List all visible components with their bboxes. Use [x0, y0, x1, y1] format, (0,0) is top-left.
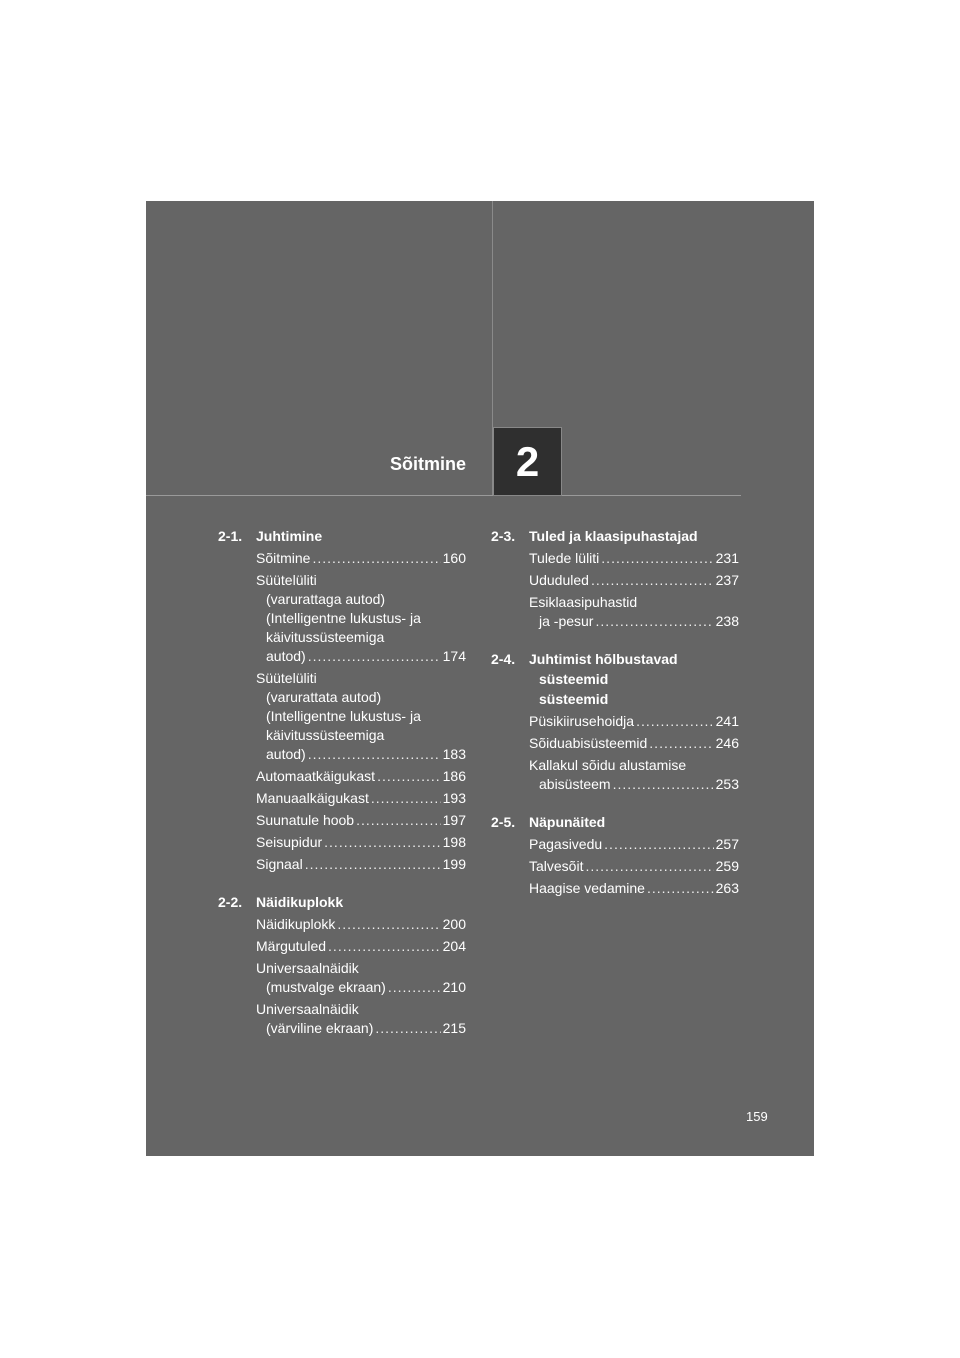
toc-section [491, 812, 739, 898]
entry-page-number: 241 [715, 713, 739, 729]
dot-leader [371, 789, 441, 808]
toc-entry[interactable] [529, 857, 739, 876]
section-title-line: Juhtimist hõlbustavad [529, 651, 678, 667]
entry-page-number: 257 [715, 836, 739, 852]
dot-leader [595, 612, 713, 631]
toc-entry[interactable] [256, 1000, 466, 1038]
entry-page-number: 199 [442, 856, 466, 872]
section-title [256, 526, 466, 546]
entry-text: Märgutuled [256, 938, 327, 954]
dot-leader [337, 915, 440, 934]
section-heading[interactable] [491, 526, 739, 546]
entry-page-number: 193 [442, 790, 466, 806]
entry-page-number: 253 [715, 776, 739, 792]
section-heading[interactable] [218, 892, 466, 912]
toc-entry[interactable] [529, 835, 739, 854]
entry-text: Seisupidur [256, 834, 323, 850]
section-title [529, 526, 739, 546]
section-title [529, 812, 739, 832]
section-title-line: Juhtimine [256, 528, 323, 544]
entry-page-number: 237 [715, 572, 739, 588]
entry-text: autod) [266, 648, 306, 664]
entry-page-number: 204 [442, 938, 466, 954]
section-number: 2-3. [491, 528, 516, 544]
entry-text: Haagise vedamine [529, 880, 645, 896]
section-number: 2-2. [218, 894, 243, 910]
section-title-line: Näidikuplokk [256, 894, 344, 910]
toc-entry[interactable] [256, 833, 466, 852]
section-number: 2-5. [491, 814, 516, 830]
chapter-number-box [493, 427, 562, 496]
entry-text: käivitussüsteemiga [266, 629, 385, 645]
toc-section [218, 526, 466, 874]
section-title-line: Tuled ja klaasipuhastajad [529, 528, 698, 544]
dot-leader [585, 857, 713, 876]
section-title-line: süsteemid [539, 671, 609, 687]
chapter-number: 2 [515, 437, 540, 485]
entry-text: Kallakul sõidu alustamise [529, 757, 687, 773]
section-title [256, 892, 466, 912]
dot-leader [601, 549, 713, 568]
entry-page-number: 238 [715, 613, 739, 629]
toc-entry[interactable] [256, 571, 466, 666]
toc-entry[interactable] [256, 937, 466, 956]
toc-entry[interactable] [529, 756, 739, 794]
entry-text: (mustvalge ekraan) [266, 979, 386, 995]
chapter-title: Sõitmine [389, 454, 466, 474]
dot-leader [305, 855, 441, 874]
toc-right-column [491, 526, 739, 916]
entry-text: (Intelligentne lukustus- ja [266, 610, 421, 626]
toc-entry[interactable] [256, 959, 466, 997]
toc-section [491, 526, 739, 631]
dot-leader [591, 571, 714, 590]
toc-entry[interactable] [529, 571, 739, 590]
toc-entry[interactable] [256, 549, 466, 568]
dot-leader [636, 712, 714, 731]
entry-text: Püsikiirusehoidja [529, 713, 635, 729]
toc-entry[interactable] [256, 669, 466, 764]
dot-leader [649, 734, 713, 753]
entry-page-number: 183 [442, 746, 466, 762]
toc-entry[interactable] [256, 855, 466, 874]
toc-entry[interactable] [529, 734, 739, 753]
entry-page-number: 160 [442, 550, 466, 566]
toc-entry[interactable] [256, 789, 466, 808]
entry-page-number: 215 [442, 1020, 466, 1036]
dot-leader [308, 745, 441, 764]
dot-leader [377, 767, 441, 786]
dot-leader [375, 1019, 440, 1038]
entry-page-number: 231 [715, 550, 739, 566]
entry-page-number: 198 [442, 834, 466, 850]
dot-leader [324, 833, 440, 852]
entry-page-number: 197 [442, 812, 466, 828]
section-heading[interactable] [491, 812, 739, 832]
section-title-line: Näpunäited [529, 814, 606, 830]
toc-entry[interactable] [529, 712, 739, 731]
toc-entry[interactable] [529, 549, 739, 568]
entry-text: (Intelligentne lukustus- ja [266, 708, 421, 724]
dot-leader [647, 879, 714, 898]
entry-text: Süütelüliti [256, 572, 317, 588]
entry-text: Universaalnäidik [256, 960, 359, 976]
dot-leader [312, 549, 440, 568]
dot-leader [356, 811, 441, 830]
entry-text: Universaalnäidik [256, 1001, 359, 1017]
entry-text: (varurattata autod) [266, 689, 382, 705]
dot-leader [308, 647, 441, 666]
section-title [529, 649, 739, 709]
entry-text: Sõiduabisüsteemid [529, 735, 648, 751]
entry-text: Esiklaasipuhastid [529, 594, 638, 610]
entry-text: (värviline ekraan) [266, 1020, 374, 1036]
toc-entry[interactable] [529, 879, 739, 898]
page-number: 159 [746, 1109, 768, 1124]
entry-text: Talvesõit [529, 858, 584, 874]
horizontal-divider [146, 495, 741, 496]
entry-page-number: 210 [442, 979, 466, 995]
entry-text: Pagasivedu [529, 836, 603, 852]
toc-entry[interactable] [256, 811, 466, 830]
entry-text: Signaal [256, 856, 303, 872]
dot-leader [388, 978, 441, 997]
entry-text: autod) [266, 746, 306, 762]
toc-section [218, 892, 466, 1038]
entry-text: ja -pesur [539, 613, 594, 629]
entry-page-number: 200 [442, 916, 466, 932]
dot-leader [613, 775, 714, 794]
dot-leader [604, 835, 713, 854]
dot-leader [328, 937, 441, 956]
entry-text: (varurattaga autod) [266, 591, 386, 607]
entry-text: käivitussüsteemiga [266, 727, 385, 743]
entry-text: Süütelüliti [256, 670, 317, 686]
entry-text: Sõitmine [256, 550, 311, 566]
toc-section [491, 649, 739, 794]
entry-page-number: 174 [442, 648, 466, 664]
section-number: 2-4. [491, 651, 516, 667]
entry-text: Näidikuplokk [256, 916, 336, 932]
toc-entry[interactable] [256, 767, 466, 786]
toc-entry[interactable] [256, 915, 466, 934]
toc-entry[interactable] [529, 593, 739, 631]
entry-text: Manuaalkäigukast [256, 790, 369, 806]
entry-page-number: 259 [715, 858, 739, 874]
entry-text: Suunatule hoob [256, 812, 355, 828]
entry-text: abisüsteem [539, 776, 611, 792]
entry-text: Tulede lüliti [529, 550, 600, 566]
chapter-panel [146, 201, 814, 1156]
toc-left-column [218, 526, 466, 1056]
entry-page-number: 263 [715, 880, 739, 896]
entry-text: Automaatkäigukast [256, 768, 376, 784]
entry-page-number: 246 [715, 735, 739, 751]
entry-page-number: 186 [442, 768, 466, 784]
section-heading[interactable] [218, 526, 466, 546]
section-number: 2-1. [218, 528, 243, 544]
entry-text: Ududuled [529, 572, 589, 588]
section-heading[interactable] [491, 649, 739, 709]
section-title-line: süsteemid [539, 691, 609, 707]
